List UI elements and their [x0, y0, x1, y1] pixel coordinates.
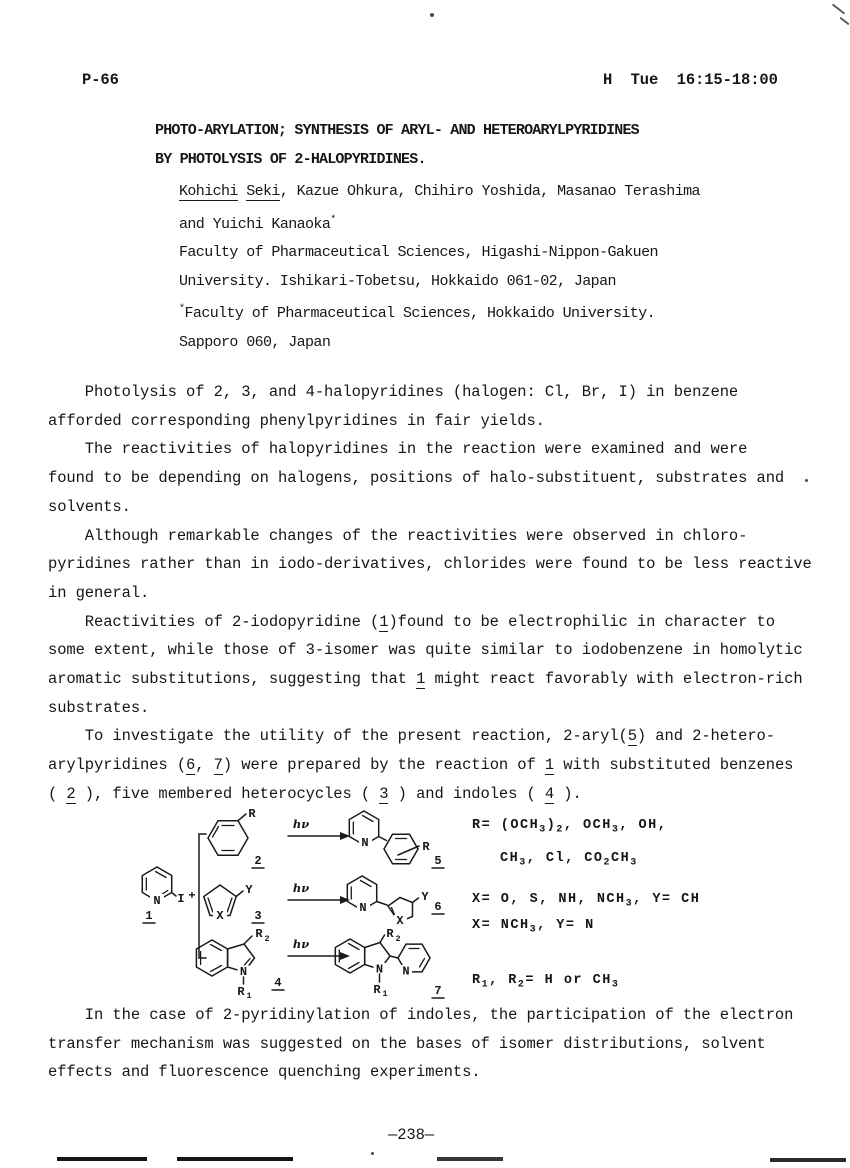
arrow-row1	[288, 817, 350, 840]
indole-nitrogen-label: N	[375, 962, 384, 977]
text-line: in general.	[48, 583, 150, 602]
indole-4-structure	[196, 927, 284, 1001]
hv-label-row2: hν	[292, 881, 310, 895]
text-line: In the case of 2-pyridinylation of indoles, the participation of the electron	[48, 1006, 794, 1024]
substituent-r-label: R	[237, 985, 245, 999]
hv-label-row3: hν	[292, 937, 310, 951]
text-line: effects and fluorescence quenching experiments.	[48, 1063, 481, 1082]
substituent-r-label: R	[248, 807, 256, 821]
text-line: ( 2 ), five membered heterocycles ( 3 ) and indoles ( 4 ).	[48, 784, 582, 803]
substituent-r2-subscript: 2	[395, 934, 401, 944]
text-line: X= O, S, NH, $NCH_3$, Y= CH	[472, 892, 701, 910]
paper-title	[155, 117, 639, 174]
scan-artifact	[371, 1152, 374, 1155]
text-line: substrates.	[48, 698, 150, 717]
text-line: solvents.	[48, 497, 131, 516]
pyridine-1-structure	[142, 867, 195, 923]
compound-2-label: 2	[254, 854, 262, 868]
text-line: and Yuichi Kanaoka*	[179, 214, 336, 233]
substituent-r-label: R	[255, 927, 263, 941]
substituent-r-label: R	[373, 983, 381, 997]
session-time: H Tue 16:15-18:00	[603, 71, 778, 89]
text-line: To investigate the utility of the present reaction, 2-aryl(5) and 2-hetero-	[48, 727, 775, 746]
text-line: Although remarkable changes of the reactivities were observed in chloro-	[48, 526, 748, 545]
abstract-body	[48, 378, 812, 809]
compound-3-label: 3	[254, 909, 262, 923]
compound-5-label: 5	[434, 854, 442, 868]
scan-artifact	[805, 479, 808, 482]
product-6-structure	[347, 876, 444, 928]
text-line: Photolysis of 2, 3, and 4-halopyridines (halogen: Cl, Br, I) in benzene	[48, 383, 739, 401]
text-line: Faculty of Pharmaceutical Sciences, Higashi-Nippon-Gakuen	[179, 244, 658, 262]
pyridine-nitrogen-label: N	[402, 964, 410, 979]
heteroatom-x-label: X	[216, 909, 224, 923]
text-line: some extent, while those of 3-isomer was quite similar to iodobenzene in homolytic	[48, 641, 803, 660]
text-line: found to be depending on halogens, positions of halo-substituent, substrates and	[48, 469, 785, 488]
text-line: aromatic substitutions, suggesting that 1 might react favorably with electron-rich	[48, 670, 803, 689]
text-line: $X= NCH_3$, Y= N	[472, 918, 595, 935]
heteroatom-y-label: Y	[421, 890, 429, 904]
compound-4-label: 4	[274, 976, 282, 990]
hv-label-row1: hν	[292, 817, 310, 831]
arrow-row2	[288, 881, 350, 904]
text-line: The reactivities of halopyridines in the reaction were examined and were	[48, 440, 748, 459]
text-line: *Faculty of Pharmaceutical Sciences, Hokkaido University.	[179, 304, 655, 323]
authors-affiliations	[179, 178, 700, 358]
scan-artifact	[770, 1158, 846, 1162]
heterocycle-3-structure	[204, 883, 264, 923]
heteroatom-y-label: Y	[245, 883, 253, 897]
closing-paragraph	[48, 1001, 793, 1087]
substituent-r1-subscript: 1	[382, 989, 388, 999]
iodine-label: I	[177, 892, 185, 906]
substituent-r-label: R	[386, 927, 394, 941]
text-line: $R_1$, $R_2= H$ or $CH_3$	[472, 972, 620, 990]
indole-nitrogen-label: N	[239, 965, 248, 979]
compound-1-label: 1	[145, 909, 153, 923]
compound-6-label: 6	[434, 900, 442, 914]
heteroatom-x-label: X	[396, 914, 404, 928]
text-line: $R= (OCH_3)_2$, $OCH_3$, OH,	[472, 818, 668, 835]
text-line: arylpyridines (6, 7) were prepared by the reaction of 1 with substituted benzenes	[48, 756, 794, 775]
product-7-structure	[335, 927, 444, 999]
scheme-conditions	[472, 816, 700, 993]
paper-number: P-66	[82, 71, 119, 89]
text-line: PHOTO-ARYLATION; SYNTHESIS OF ARYL- AND HETEROARYLPYRIDINES	[155, 122, 639, 139]
substituent-r2-subscript: 2	[264, 934, 270, 944]
compound-7-label: 7	[434, 984, 442, 998]
reaction-scheme	[98, 806, 473, 1006]
page-number: —238—	[388, 1126, 435, 1144]
arrow-row3	[288, 937, 350, 960]
ring-nitrogen-label: N	[153, 894, 161, 908]
substituent-r-label: R	[422, 840, 430, 854]
product-5-structure	[349, 811, 444, 868]
text-line: $CH_3$, Cl, $CO_2CH_3$	[500, 850, 638, 868]
scan-artifact	[840, 17, 850, 25]
scan-artifact	[437, 1157, 503, 1161]
ring-nitrogen-label: N	[361, 836, 369, 850]
scan-artifact	[832, 4, 845, 15]
text-line: Reactivities of 2-iodopyridine (1)found to be electrophilic in character to	[48, 612, 775, 631]
scan-artifact	[177, 1157, 293, 1161]
scan-artifact	[430, 13, 434, 17]
benzene-2-structure	[208, 807, 264, 868]
text-line: Kohichi Seki, Kazue Ohkura, Chihiro Yoshida, Masanao Terashima	[179, 183, 700, 200]
text-line: University. Ishikari-Tobetsu, Hokkaido 061-02, Japan	[179, 272, 616, 290]
text-line: afforded corresponding phenylpyridines in fair yields.	[48, 411, 545, 430]
text-line: BY PHOTOLYSIS OF 2-HALOPYRIDINES.	[155, 150, 426, 168]
text-line: pyridines rather than in iodo-derivatives, chlorides were found to be less reactive	[48, 555, 812, 574]
scan-artifact	[57, 1157, 147, 1161]
text-line: transfer mechanism was suggested on the bases of isomer distributions, solvent	[48, 1034, 766, 1053]
text-line: Sapporo 060, Japan	[179, 333, 331, 351]
plus-sign: +	[188, 889, 196, 903]
substituent-r1-subscript: 1	[246, 991, 252, 1001]
ring-nitrogen-label: N	[359, 901, 367, 915]
